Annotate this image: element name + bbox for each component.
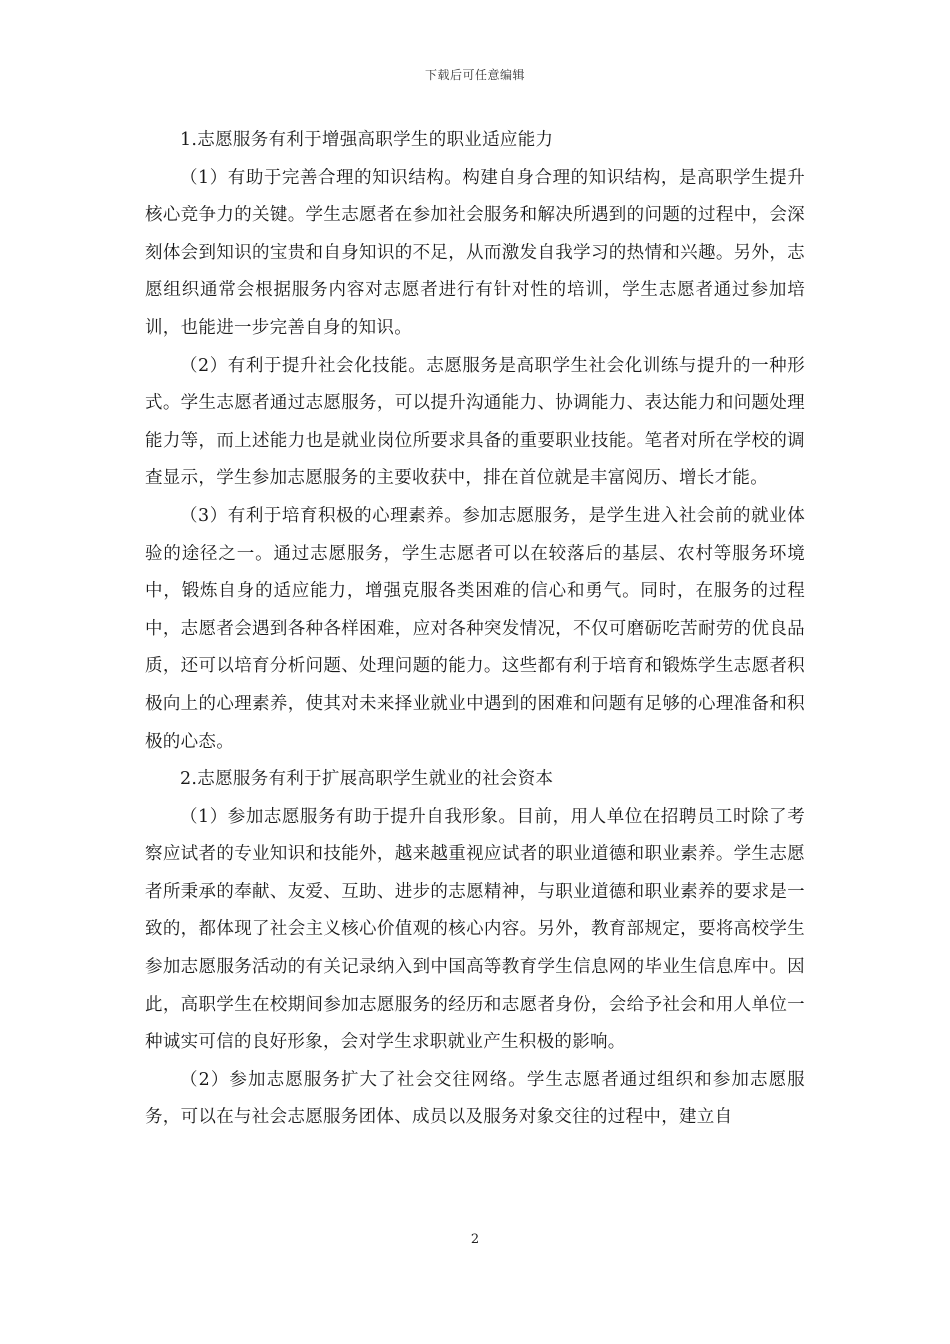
paragraph: （2）参加志愿服务扩大了社会交往网络。学生志愿者通过组织和参加志愿服务，可以在与社会志愿服务团体、成员以及服务对象交往的过程中，建立自 xyxy=(145,1069,805,1128)
paragraph: （1）有助于完善合理的知识结构。构建自身合理的知识结构，是高职学生提升核心竞争力的关键。学生志愿者在参加社会服务和解决所遇到的问题的过程中，会深刻体会到知识的宝贵和自身知识的不足，从而激发自我学习的热情和兴趣。另外，志愿组织通常会根据服务内容对志愿者进行有针对性的培训，学生志愿者通过参加培训，也能进一步完善自身的知识。 xyxy=(145,167,805,338)
page-number: 2 xyxy=(470,1232,480,1247)
section-heading: 2.志愿服务有利于扩展高职学生就业的社会资本 xyxy=(180,769,554,790)
paragraph: （3）有利于培育积极的心理素养。参加志愿服务，是学生进入社会前的就业体验的途径之一。通过志愿服务，学生志愿者可以在较落后的基层、农村等服务环境中，锻炼自身的适应能力，增强克服各类困难的信心和勇气。同时，在服务的过程中，志愿者会遇到各种各样困难，应对各种突发情况，不仅可磨砺吃苦耐劳的优良品质，还可以培育分析问题、处理问题的能力。这些都有利于培育和锻炼学生志愿者积极向上的心理素养，使其对未来择业就业中遇到的困难和问题有足够的心理准备和积极的心态。 xyxy=(145,505,805,752)
paragraph: （2）有利于提升社会化技能。志愿服务是高职学生社会化训练与提升的一种形式。学生志愿者通过志愿服务，可以提升沟通能力、协调能力、表达能力和问题处理能力等，而上述能力也是就业岗位所要求具备的重要职业技能。笔者对所在学校的调查显示，学生参加志愿服务的主要收获中，排在首位就是丰富阅历、增长才能。 xyxy=(145,355,805,489)
section-heading: 1.志愿服务有利于增强高职学生的职业适应能力 xyxy=(180,130,554,150)
page-header: 下载后可任意编辑 xyxy=(424,68,525,82)
paragraph: （1）参加志愿服务有助于提升自我形象。目前，用人单位在招聘员工时除了考察应试者的专业知识和技能外，越来越重视应试者的职业道德和职业素养。学生志愿者所秉承的奉献、友爱、互助、进步的志愿精神，与职业道德和职业素养的要求是一致的，都体现了社会主义核心价值观的核心内容。另外，教育部规定，要将高校学生参加志愿服务活动的有关记录纳入到中国高等教育学生信息网的毕业生信息库中。因此，高职学生在校期间参加志愿服务的经历和志愿者身份，会给予社会和用人单位一种诚实可信的良好形象，会对学生求职就业产生积极的影响。 xyxy=(145,806,805,1053)
document-body xyxy=(145,122,805,1137)
